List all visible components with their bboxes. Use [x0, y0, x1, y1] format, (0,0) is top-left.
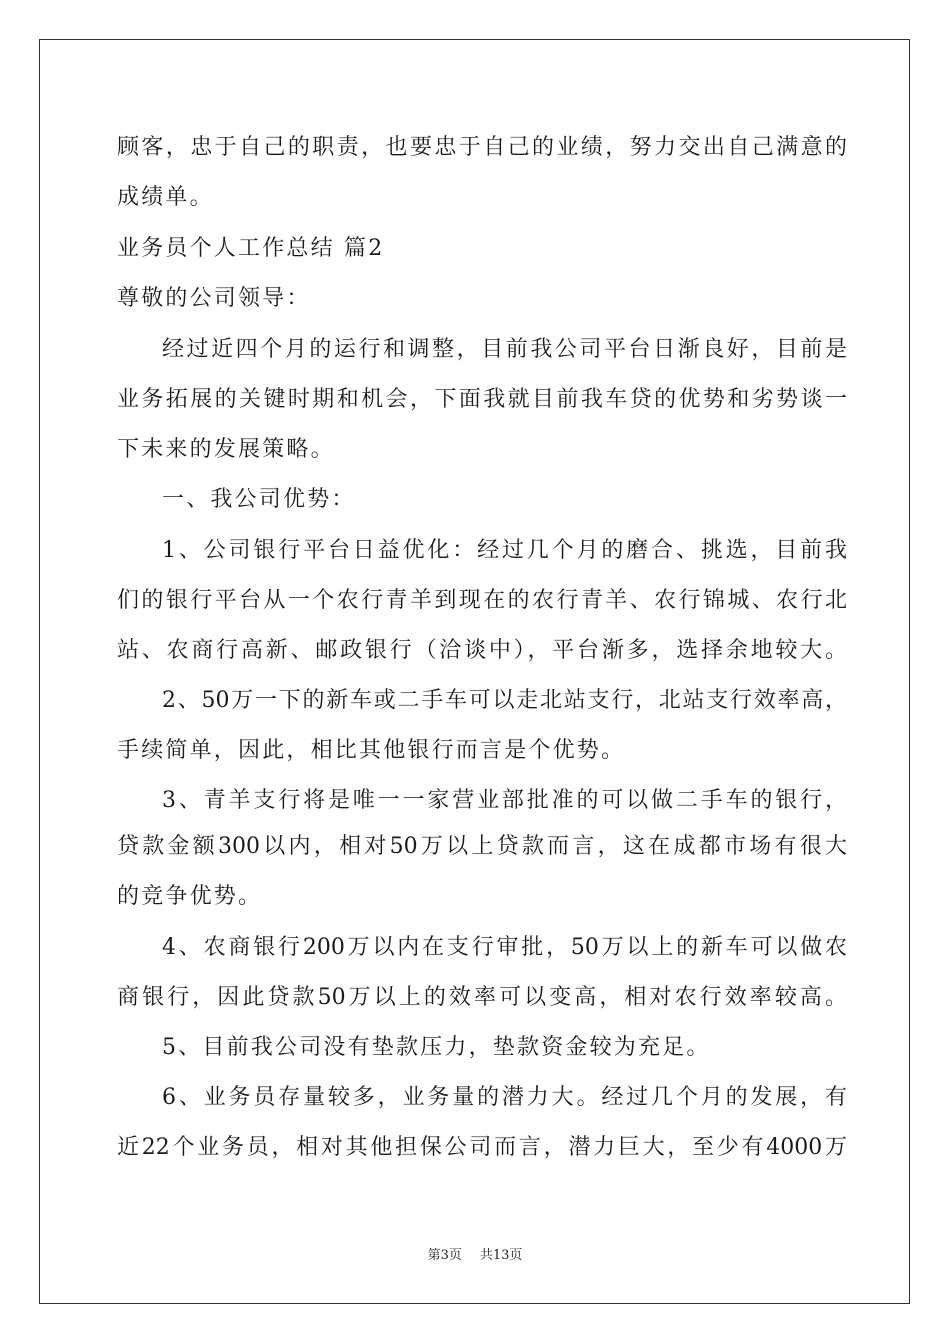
text-line: 顾客，忠于自己的职责，也要忠于自己的业绩，努力交出自己满意的	[117, 135, 847, 160]
text-line: 近22个业务员，相对其他担保公司而言，潜力巨大，至少有4000万	[117, 1135, 848, 1160]
page-footer	[0, 1247, 950, 1265]
section-heading: 业务员个人工作总结 篇2	[117, 236, 385, 261]
page-total: 共13页	[479, 1248, 523, 1263]
salutation: 尊敬的公司领导：	[117, 286, 311, 311]
text-line: 2、50万一下的新车或二手车可以走北站支行，北站支行效率高，	[162, 688, 847, 713]
text-line: 3、青羊支行将是唯一一家营业部批准的可以做二手车的银行，	[162, 788, 847, 813]
text-line: 1、公司银行平台日益优化：经过几个月的磨合、挑选，目前我	[162, 538, 847, 563]
text-line: 商银行，因此贷款50万以上的效率可以变高，相对农行效率较高。	[117, 985, 847, 1010]
text-line: 站、农商行高新、邮政银行（洽谈中），平台渐多，选择余地较大。	[117, 638, 847, 663]
subheading: 一、我公司优势：	[162, 487, 356, 512]
page-number: 第3页	[427, 1248, 462, 1263]
text-line: 们的银行平台从一个农行青羊到现在的农行青羊、农行锦城、农行北	[117, 588, 847, 613]
text-line: 成绩单。	[117, 185, 214, 210]
text-line: 下未来的发展策略。	[117, 437, 335, 462]
text-line: 5、目前我公司没有垫款压力，垫款资金较为充足。	[162, 1035, 711, 1060]
text-line: 经过近四个月的运行和调整，目前我公司平台日渐良好，目前是	[162, 337, 847, 362]
page-border	[39, 39, 910, 1304]
text-line: 6、业务员存量较多，业务量的潜力大。经过几个月的发展，有	[162, 1085, 847, 1110]
text-line: 4、农商银行200万以内在支行审批，50万以上的新车可以做农	[162, 935, 847, 960]
text-line: 贷款金额300以内，相对50万以上贷款而言，这在成都市场有很大	[117, 834, 847, 859]
text-line: 的竞争优势。	[117, 884, 263, 909]
text-line: 手续简单，因此，相比其他银行而言是个优势。	[117, 738, 626, 763]
text-line: 业务拓展的关键时期和机会，下面我就目前我车贷的优势和劣势谈一	[117, 387, 847, 412]
